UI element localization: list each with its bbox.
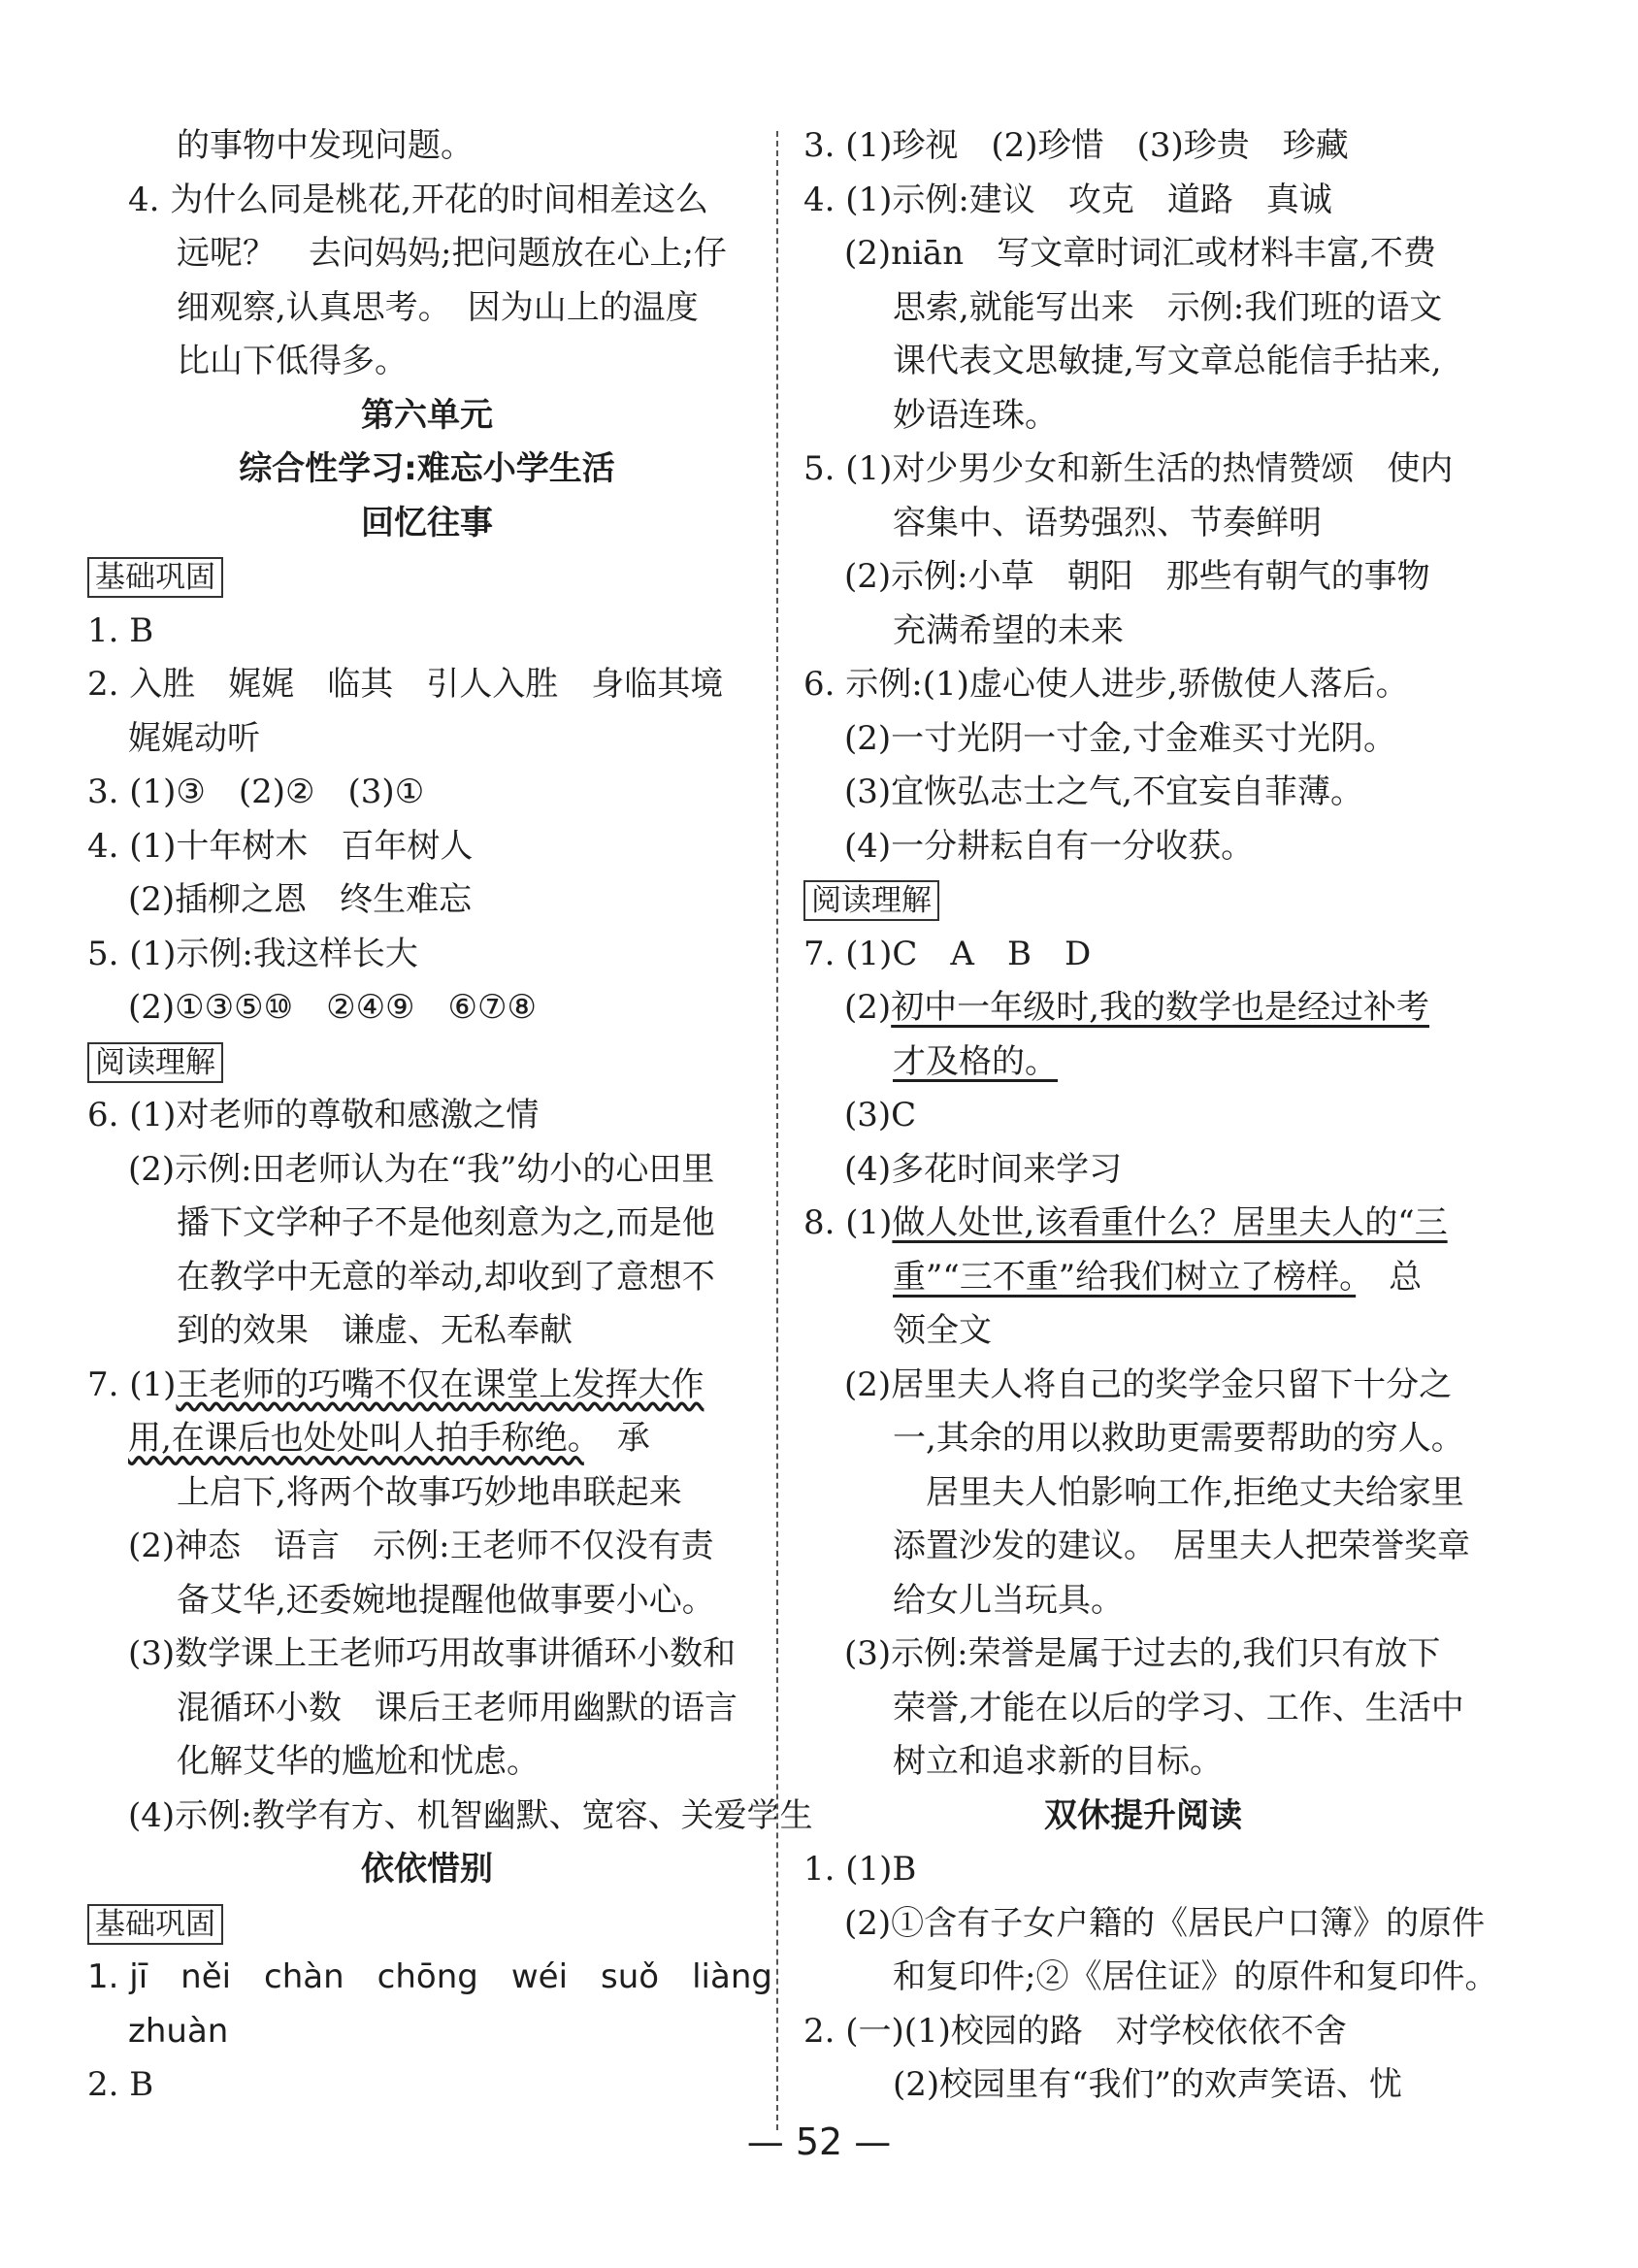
text-line: 到的效果 谦虚、无私奉献 [177, 1311, 573, 1350]
text-line: (2)①含有子女户籍的《居民户口簿》的原件 [844, 1903, 1486, 1943]
text-line: 的事物中发现问题。 [177, 126, 474, 165]
text-line: 给女儿当玩具。 [893, 1580, 1124, 1620]
text-line: 细观察,认真思考。 因为山上的温度 [177, 287, 699, 327]
text-line: 思索,就能写出来 示例:我们班的语文 [893, 287, 1443, 327]
trailing-text: 承 [583, 1419, 650, 1458]
text-line: 妙语连珠。 [893, 395, 1058, 435]
section-heading: 回忆往事 [361, 503, 493, 542]
text-line: (2)示例:小草 朝阳 那些有朝气的事物 [844, 557, 1430, 596]
text-line: (2)①③⑤⑩ ②④⑨ ⑥⑦⑧ [128, 988, 537, 1027]
page-number: — 52 — [746, 2120, 892, 2163]
item-label: 7. (1) [87, 1364, 177, 1404]
text-line [803, 1251, 1483, 1305]
text-line: 树立和追求新的目标。 [893, 1742, 1223, 1781]
text-line: 上启下,将两个故事巧妙地串联起来 [177, 1472, 682, 1512]
trailing-text: 总 [1356, 1257, 1423, 1297]
underlined-text: 重”“三不重”给我们树立了榜样。 [893, 1257, 1357, 1297]
text-line: 2. (一)(1)校园的路 对学校依依不舍 [803, 2011, 1347, 2051]
text-line: (2)niān 写文章时词汇或材料丰富,不费 [844, 234, 1436, 273]
text-line: (4)示例:教学有方、机智幽默、宽容、关爱学生 [128, 1795, 813, 1835]
text-line: 3. (1)珍视 (2)珍惜 (3)珍贵 珍藏 [803, 126, 1349, 165]
text-line: 和复印件;②《居住证》的原件和复印件。 [893, 1957, 1498, 1996]
text-line: 7. (1)C A B D [803, 934, 1092, 973]
text-line: 播下文学种子不是他刻意为之,而是他 [177, 1203, 715, 1242]
text-line: 混循环小数 课后王老师用幽默的语言 [177, 1688, 737, 1727]
text-line [803, 1197, 1483, 1251]
text-line: 1. B [87, 610, 154, 650]
text-line: 6. (1)对老师的尊敬和感激之情 [87, 1096, 540, 1134]
section-heading: 双休提升阅读 [1044, 1795, 1242, 1835]
text-line: (2)居里夫人将自己的奖学金只留下十分之 [844, 1364, 1453, 1404]
column-divider [776, 131, 778, 2130]
underlined-text: 王老师的巧嘴不仅在课堂上发挥大作 [176, 1364, 704, 1404]
text-line: (3)数学课上王老师巧用故事讲循环小数和 [128, 1634, 737, 1673]
section-label-text: 阅读理解 [803, 880, 939, 921]
section-label-text: 阅读理解 [87, 1042, 223, 1083]
text-line: (2)插柳之恩 终生难忘 [128, 880, 473, 919]
text-line: 6. 示例:(1)虚心使人进步,骄傲使人落后。 [803, 665, 1409, 704]
text-line: 4. 为什么同是桃花,开花的时间相差这么 [128, 180, 709, 219]
section-heading: 第六单元 [361, 395, 493, 435]
text-line: (3)示例:荣誉是属于过去的,我们只有放下 [844, 1634, 1441, 1673]
text-line: (3)C [844, 1096, 917, 1134]
text-line: 5. (1)示例:我这样长大 [87, 934, 418, 973]
text-line: 添置沙发的建议。 居里夫人把荣誉奖章 [893, 1527, 1470, 1565]
section-label [87, 1897, 767, 1952]
item-label: 8. (1) [803, 1203, 893, 1242]
right-column [803, 119, 1498, 2113]
text-line: 居里夫人怕影响工作,拒绝丈夫给家里 [893, 1472, 1464, 1512]
text-line: 3. (1)③ (2)② (3)① [87, 772, 425, 811]
text-line: 比山下低得多。 [177, 342, 408, 380]
section-heading: 综合性学习:难忘小学生活 [239, 449, 615, 488]
section-heading: 依依惜别 [361, 1850, 493, 1889]
text-line: 荣誉,才能在以后的学习、工作、生活中 [893, 1688, 1464, 1727]
text-line: (2)校园里有“我们”的欢声笑语、忧 [893, 2065, 1402, 2104]
underlined-text: 用,在课后也处处叫人拍手称绝。 [128, 1419, 584, 1458]
text-line: 充满希望的未来 [893, 610, 1124, 650]
item-label: (2) [844, 988, 892, 1027]
section-label-text: 基础巩固 [87, 1904, 223, 1945]
text-line [803, 1035, 1483, 1090]
section-label [803, 873, 1483, 928]
section-label-text: 基础巩固 [87, 557, 223, 598]
underlined-text: 才及格的。 [893, 1041, 1058, 1081]
text-line: (2)示例:田老师认为在“我”幼小的心田里 [128, 1149, 715, 1189]
section-label [87, 1035, 767, 1090]
text-line: 容集中、语势强烈、节奏鲜明 [893, 503, 1322, 542]
text-line: 4. (1)十年树木 百年树人 [87, 826, 474, 866]
text-line [87, 1412, 767, 1466]
underlined-text: 初中一年级时,我的数学也是经过补考 [891, 988, 1429, 1027]
text-line: 远呢？ 去问妈妈;把问题放在心上;仔 [177, 234, 727, 273]
text-line: 领全文 [893, 1311, 992, 1350]
text-line [87, 1359, 767, 1413]
underlined-text: 做人处世,该看重什么？居里夫人的“三 [892, 1203, 1448, 1242]
text-line: (2)一寸光阴一寸金,寸金难买寸光阴。 [844, 718, 1396, 758]
text-line: (2)神态 语言 示例:王老师不仅没有责 [128, 1527, 714, 1565]
text-line: (4)一分耕耘自有一分收获。 [844, 826, 1255, 866]
text-line: 在教学中无意的举动,却收到了意想不 [177, 1257, 715, 1297]
text-line: (3)宜恢弘志士之气,不宜妄自菲薄。 [844, 772, 1363, 811]
text-line: 化解艾华的尴尬和忧虑。 [177, 1742, 540, 1781]
text-line [803, 981, 1483, 1035]
text-line: 备艾华,还委婉地提醒他做事要小心。 [177, 1580, 715, 1620]
left-column [87, 119, 813, 2113]
text-line: 5. (1)对少男少女和新生活的热情赞颂 使内 [803, 449, 1454, 488]
text-line: 一,其余的用以救助更需要帮助的穷人。 [893, 1419, 1464, 1458]
text-line: (4)多花时间来学习 [844, 1149, 1123, 1189]
text-line: 4. (1)示例:建议 攻克 道路 真诚 [803, 180, 1332, 219]
text-line: 课代表文思敏捷,写文章总能信手拈来, [893, 342, 1442, 380]
text-line: zhuàn [128, 2011, 229, 2051]
text-line: 2. 入胜 娓娓 临其 引人入胜 身临其境 [87, 665, 724, 704]
text-line: 娓娓动听 [128, 718, 260, 758]
text-line: 1. (1)B [803, 1850, 917, 1889]
section-label [87, 550, 767, 605]
text-line: 1. jī něi chàn chōng wéi suǒ liàng [87, 1957, 772, 1996]
text-line: 2. B [87, 2065, 154, 2104]
